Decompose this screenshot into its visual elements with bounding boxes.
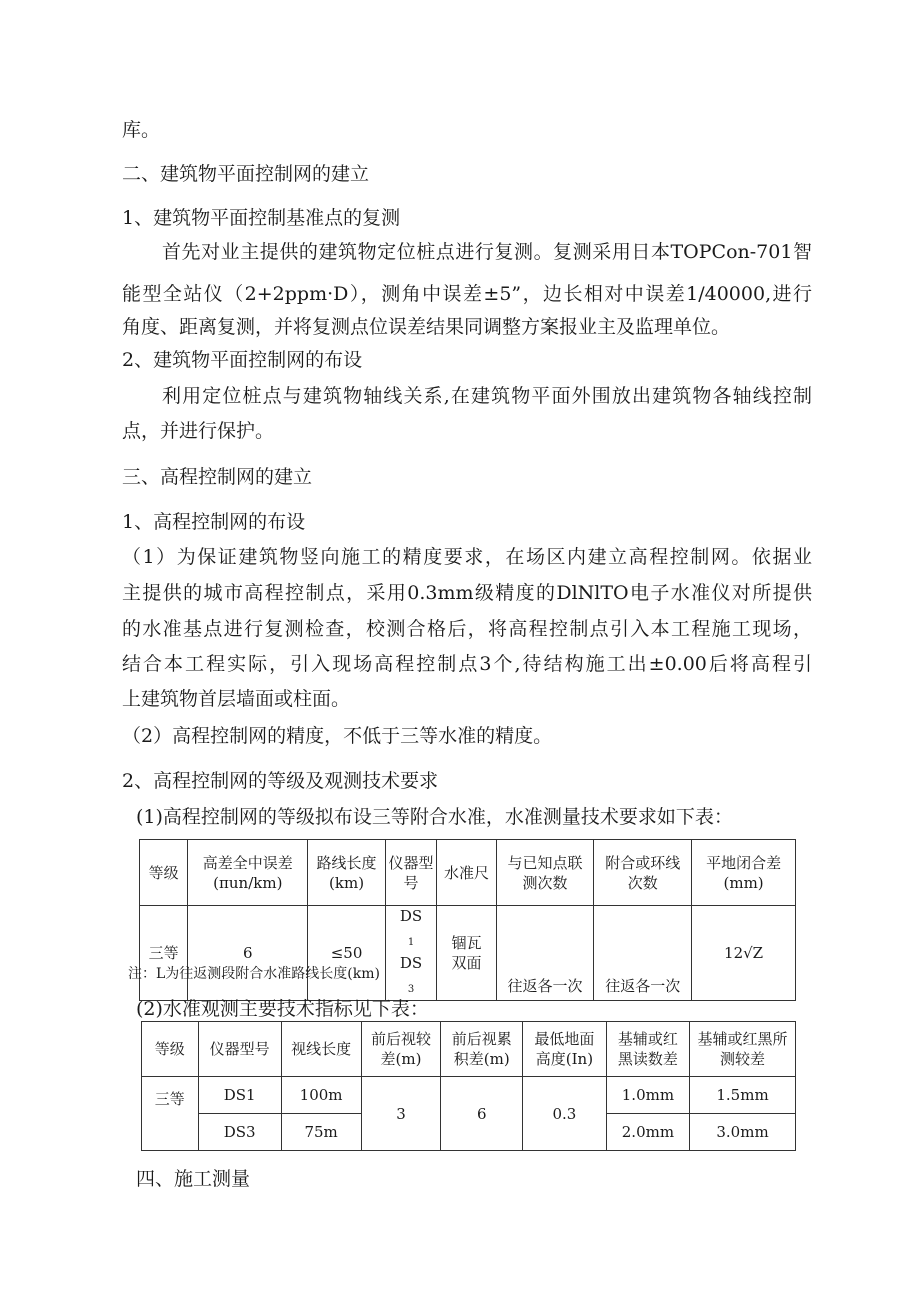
red-black-read-cell: 2.0mm bbox=[606, 1114, 689, 1151]
header-cell: 仪器型号 bbox=[198, 1022, 281, 1077]
loop-cell: 往返各一次 bbox=[594, 906, 692, 1001]
error-cell: 6 bbox=[188, 906, 308, 1001]
header-cell: 与已知点联 测次数 bbox=[496, 840, 594, 906]
known-point-cell: 往返各一次 bbox=[496, 906, 594, 1001]
header-cell: 基辅或红黑所 测较差 bbox=[690, 1022, 796, 1077]
sight-length-cell: 100m bbox=[281, 1077, 361, 1114]
paragraph-line: 主提供的城市高程控制点，采用0.3mm级精度的DlNlTO电子水准仪对所提供 bbox=[122, 582, 812, 604]
sight-length-cell: 75m bbox=[281, 1114, 361, 1151]
header-cell: 最低地面 高度(In) bbox=[523, 1022, 607, 1077]
header-cell: 等级 bbox=[142, 1022, 199, 1077]
length-cell: ≤50 bbox=[308, 906, 386, 1001]
header-cell: 水准尺 bbox=[437, 840, 496, 906]
red-black-read-cell: 1.0mm bbox=[606, 1077, 689, 1114]
table-header-row bbox=[142, 1022, 796, 1077]
grade-cell: 三等 bbox=[140, 906, 188, 1001]
table-row bbox=[142, 1077, 796, 1114]
text-continuation: 库。 bbox=[122, 119, 161, 141]
grade-cell: 三等 bbox=[142, 1077, 199, 1151]
table-row bbox=[140, 906, 796, 1001]
table-note: 注：L为往返测段附合水准路线长度(km) bbox=[128, 966, 380, 982]
table-header-row bbox=[140, 840, 796, 906]
instrument-cell: DS1 bbox=[198, 1077, 281, 1114]
header-cell: 路线长度 (km) bbox=[308, 840, 386, 906]
paragraph-line: 的水准基点进行复测检查，校测合格后，将高程控制点引入本工程施工现场， bbox=[122, 618, 812, 640]
header-cell: 前后视较 差(m) bbox=[361, 1022, 441, 1077]
paragraph-line: 点，并进行保护。 bbox=[122, 420, 275, 442]
paragraph-line: （2）高程控制网的精度，不低于三等水准的精度。 bbox=[122, 725, 553, 747]
header-cell: 视线长度 bbox=[281, 1022, 361, 1077]
section-heading-3: 三、高程控制网的建立 bbox=[122, 466, 313, 488]
min-height-cell: 0.3 bbox=[523, 1077, 607, 1151]
subsection-heading-3-1: 1、高程控制网的布设 bbox=[122, 511, 306, 533]
instrument-cell: DS $_1$ DS $_3$ bbox=[385, 906, 436, 1001]
paragraph-line: （1）为保证建筑物竖向施工的精度要求，在场区内建立高程控制网。依据业 bbox=[122, 546, 812, 568]
red-black-diff-cell: 1.5mm bbox=[690, 1077, 796, 1114]
rod-cell: 锢瓦 双面 bbox=[437, 906, 496, 1001]
paragraph-line: 上建筑物首层墙面或柱面。 bbox=[122, 688, 351, 710]
front-back-diff-cell: 3 bbox=[361, 1077, 441, 1151]
subsection-heading-2-2: 2、建筑物平面控制网的布设 bbox=[122, 349, 363, 371]
front-back-acc-cell: 6 bbox=[441, 1077, 523, 1151]
header-cell: 基辅或红 黑读数差 bbox=[606, 1022, 689, 1077]
subsection-heading-3-2: 2、高程控制网的等级及观测技术要求 bbox=[122, 770, 439, 792]
instrument-cell: DS3 bbox=[198, 1114, 281, 1151]
paragraph-line: 利用定位桩点与建筑物轴线关系,在建筑物平面外围放出建筑物各轴线控制 bbox=[162, 385, 812, 407]
header-cell: 仪器型 号 bbox=[385, 840, 436, 906]
paragraph-line: 角度、距离复测，并将复测点位误差结果同调整方案报业主及监理单位。 bbox=[122, 316, 731, 338]
subsection-heading-2-1: 1、建筑物平面控制基准点的复测 bbox=[122, 207, 401, 229]
header-cell: 高差全中误差 (πun/km) bbox=[188, 840, 308, 906]
header-cell: 等级 bbox=[140, 840, 188, 906]
header-cell: 附合或环线 次数 bbox=[594, 840, 692, 906]
leveling-observation-table bbox=[141, 1021, 796, 1151]
closure-cell: 12√Z bbox=[692, 906, 796, 1001]
table-caption: (1)高程控制网的等级拟布设三等附合水准，水准测量技术要求如下表： bbox=[136, 806, 733, 828]
header-cell: 平地闭合差 (mm) bbox=[692, 840, 796, 906]
paragraph-line: 能型全站仪（2+2ppm·D），测角中误差±5”，边长相对中误差1/40000,进行 bbox=[122, 283, 812, 305]
paragraph-line: 首先对业主提供的建筑物定位桩点进行复测。复测采用日本TOPCon-701智 bbox=[162, 241, 812, 263]
header-cell: 前后视累 积差(m) bbox=[441, 1022, 523, 1077]
red-black-diff-cell: 3.0mm bbox=[690, 1114, 796, 1151]
section-heading-2: 二、建筑物平面控制网的建立 bbox=[122, 163, 370, 185]
table-caption: (2)水准观测主要技术指标见下表： bbox=[136, 998, 429, 1020]
section-heading-4: 四、施工测量 bbox=[136, 1168, 251, 1190]
paragraph-line: 结合本工程实际，引入现场高程控制点3个,待结构施工出±0.00后将高程引 bbox=[122, 653, 812, 675]
